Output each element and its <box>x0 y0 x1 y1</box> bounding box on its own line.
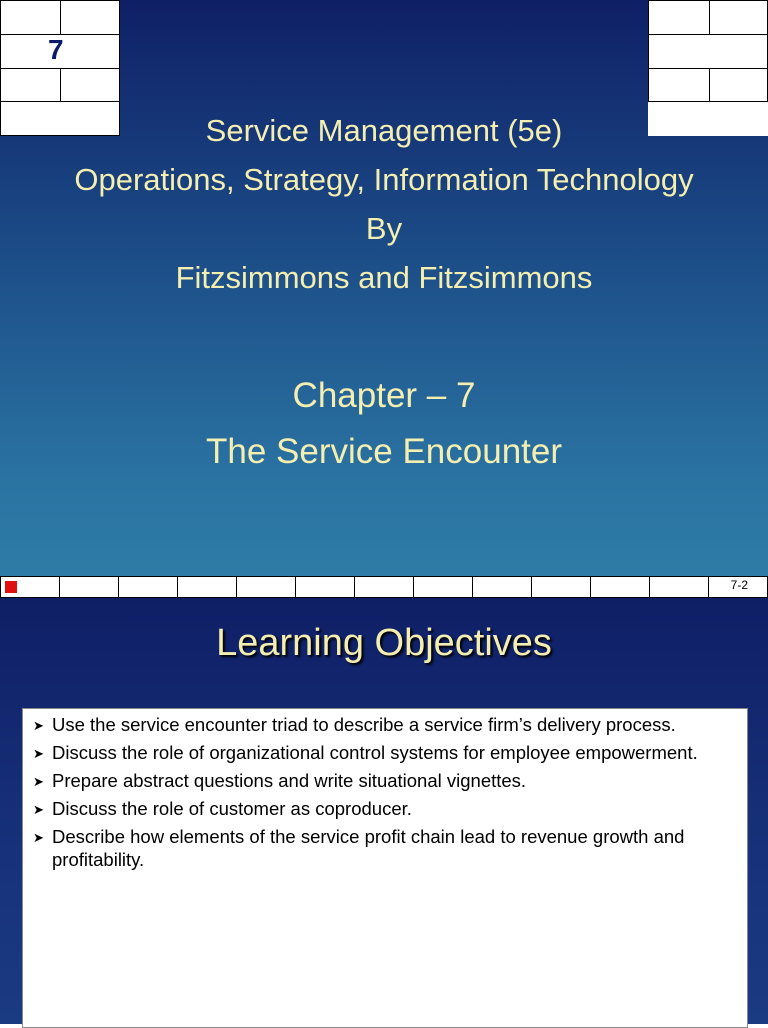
arrow-bullet-icon: ➤ <box>33 802 44 817</box>
list-item <box>29 825 739 871</box>
book-title-line: Service Management (5e) <box>205 113 563 148</box>
page-number: 7-2 <box>730 578 748 592</box>
arrow-bullet-icon: ➤ <box>33 830 44 845</box>
arrow-bullet-icon: ➤ <box>33 774 44 789</box>
objective-text: Describe how elements of the service profit chain lead to revenue growth and profitability. <box>52 826 685 870</box>
list-item <box>29 769 739 792</box>
bottom-grid-bar <box>0 576 768 598</box>
objectives-list <box>23 709 747 871</box>
chapter-title: The Service Encounter <box>205 432 562 471</box>
chapter-title-block <box>0 368 768 480</box>
chapter-number-badge: 7 <box>48 34 64 65</box>
arrow-bullet-icon: ➤ <box>33 718 44 733</box>
arrow-bullet-icon: ➤ <box>33 746 44 761</box>
book-title-block <box>0 106 768 302</box>
authors-line: Fitzsimmons and Fitzsimmons <box>175 260 593 295</box>
red-square-marker <box>5 581 17 593</box>
by-line: By <box>365 211 403 246</box>
objective-text: Discuss the role of customer as coproducer. <box>52 798 412 819</box>
objective-text: Use the service encounter triad to describe a service firm’s delivery process. <box>52 714 676 735</box>
chapter-label: Chapter – 7 <box>292 376 476 415</box>
list-item <box>29 741 739 764</box>
objectives-box <box>22 708 748 1028</box>
list-item <box>29 713 739 736</box>
objectives-title: Learning Objectives <box>216 622 552 664</box>
book-subtitle-line: Operations, Strategy, Information Technology <box>74 162 694 197</box>
objective-text: Prepare abstract questions and write situational vignettes. <box>52 770 527 791</box>
objective-text: Discuss the role of organizational control systems for employee empowerment. <box>52 742 698 763</box>
list-item <box>29 797 739 820</box>
